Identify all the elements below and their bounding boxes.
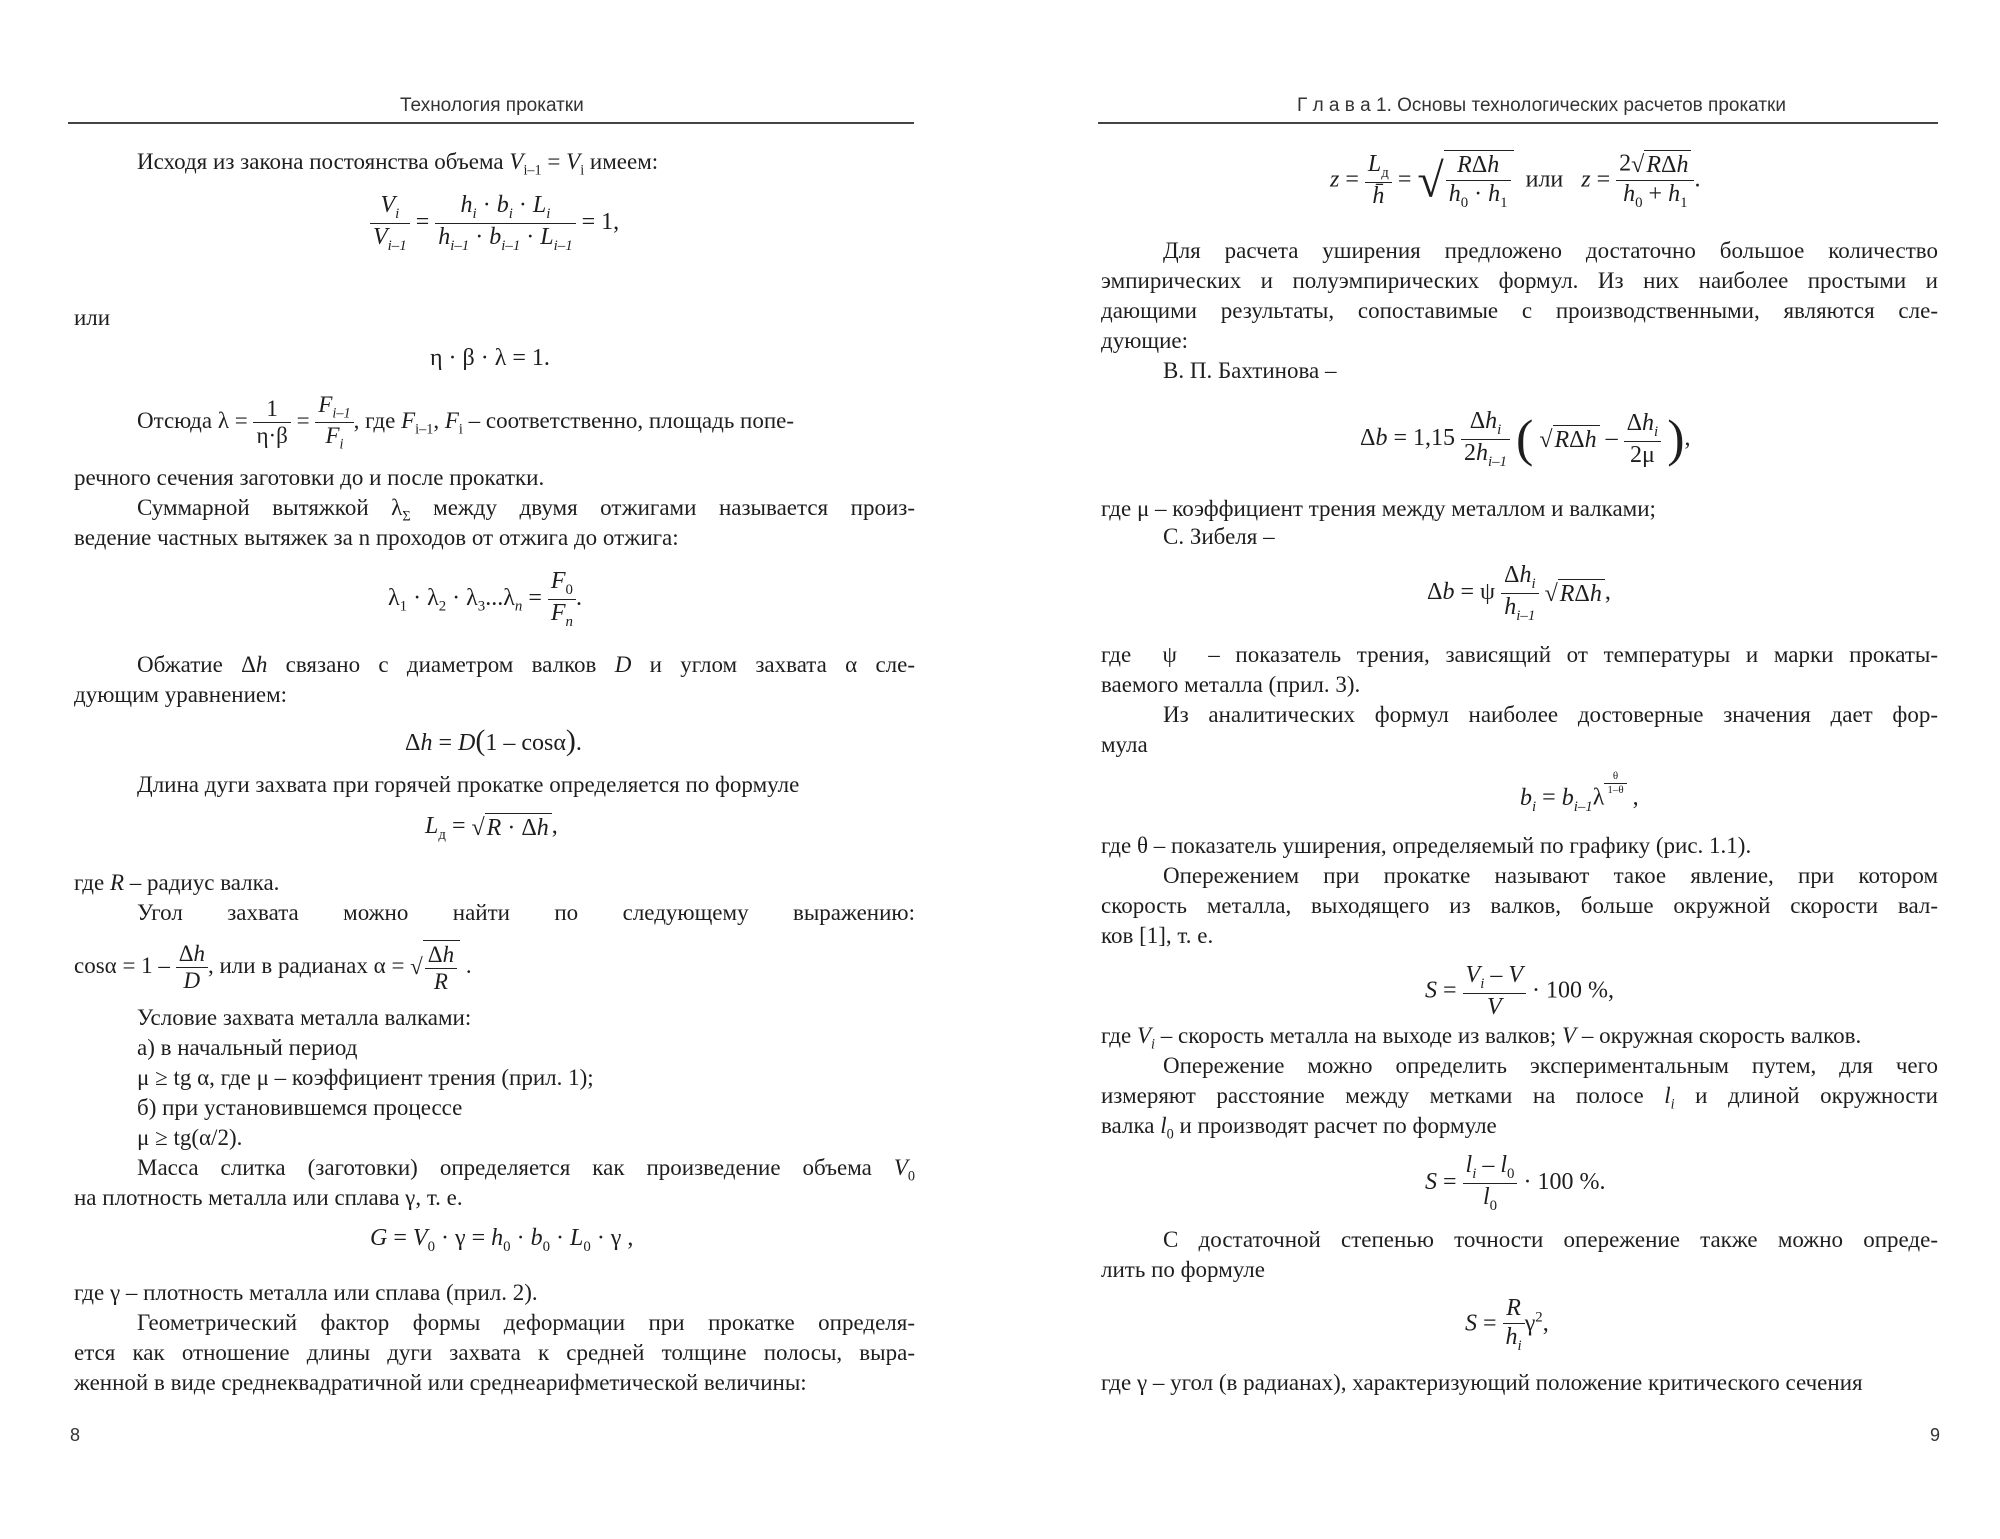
- text-line: С достаточной степенью точности опережение также можно опреде-: [1163, 1227, 1938, 1252]
- text-line: ведение частных вытяжек за n проходов от отжига до отжига:: [74, 525, 679, 550]
- formula-total-elongation: $\lambda_1 \cdot \lambda_2 \cdot \lambda_3...\lambda_n$ = $\frac{F_0}{F_n}$ .: [388, 568, 582, 630]
- formula-eta-beta-lambda: η · β · λ = 1.: [430, 345, 550, 371]
- page-number-right: 9: [1930, 1425, 1941, 1445]
- text-line: Геометрический фактор формы деформации при прокатке определя-: [137, 1310, 915, 1335]
- text-line: μ ≥ tg(α/2).: [137, 1125, 243, 1150]
- text-line: С. Зибеля –: [1163, 524, 1275, 549]
- formula-siebel: Δb = ψ $\frac{\Delta h_i}{h_{i-1}}$ √RΔh ,: [1427, 562, 1611, 624]
- formula-arc-length: $L_д = √R \cdot \Delta h$ ,: [425, 813, 558, 843]
- text-line: валка $l_0$ и производят расчет по формуле: [1101, 1113, 1497, 1143]
- text-line: б) при установившемся процессе: [137, 1095, 463, 1120]
- text-line: μ ≥ tg α, где μ – коэффициент трения (прил. 1);: [137, 1065, 594, 1090]
- text-line: где θ – показатель уширения, определяемый по графику (рис. 1.1).: [1101, 833, 1752, 858]
- text-line: мула: [1101, 732, 1148, 757]
- text-line: В. П. Бахтинова –: [1163, 358, 1337, 383]
- text-line: где μ – коэффициент трения между металлом и валками;: [1101, 496, 1656, 521]
- formula-mass: $G = V_0 \cdot \gamma = h_0 \cdot b_0 \cdot L_0 \cdot \gamma$ ,: [370, 1225, 634, 1255]
- text-line: Отсюда λ = $\frac{1}{\eta\cdot\beta}$ = $\frac{F_{i-1}}{F_i}$ , где $F_{i-1}$, $F_i$ – соответственно, площадь попе-: [137, 392, 795, 453]
- text-line: где γ – плотность металла или сплава (прил. 2).: [74, 1280, 538, 1305]
- text-line: Длина дуги захвата при горячей прокатке определяется по формуле: [137, 772, 800, 797]
- formula-bite-angle: cosα = 1 – $\frac{\Delta h}{D}$ , или в радианах α = √ $\frac{\Delta h}{R}$ .: [74, 941, 472, 995]
- running-header-left: Технология прокатки: [400, 95, 584, 116]
- text-line: где $V_i$ – скорость металла на выходе из валков; V – окружная скорость валков.: [1101, 1023, 1862, 1053]
- text-line: женной в виде среднеквадратичной или среднеарифметической величины:: [74, 1370, 807, 1395]
- text-line: ков [1], т. е.: [1101, 923, 1214, 948]
- text-line: речного сечения заготовки до и после прокатки.: [74, 465, 545, 490]
- text-line: где R – радиус валка.: [74, 870, 280, 895]
- text-line: Обжатие Δh связано с диаметром валков D и углом захвата α сле-: [137, 652, 916, 677]
- text-line: Опережением при прокатке называют такое явление, при котором: [1163, 863, 1938, 888]
- page-number-left: 8: [70, 1425, 81, 1445]
- formula-reduction: Δh = D(1 – cosα).: [405, 724, 582, 757]
- header-rule-right: [1098, 122, 1938, 124]
- text-line: Суммарной вытяжкой $\lambda_\Sigma$ между двумя отжигами называется произ-: [137, 495, 915, 525]
- text-line: дующие:: [1101, 328, 1189, 353]
- formula-shape-factor: z = $\frac{L_д}{h̄}$ = √ $\frac{\text{RΔh}}{h_0 \cdot h_1}$ или z = $\frac{\text{2√RΔh}}{h_0 + h_1}$ .: [1330, 150, 1701, 211]
- formula-bakhtinov: Δb = 1,15 $\frac{\Delta h_i}{2h_{i-1}}$ ( √RΔh – $\frac{\Delta h_i}{2\mu}$ ),: [1360, 408, 1691, 470]
- text-line: измеряют расстояние между метками на полосе $l_i$ и длиной окружности: [1101, 1083, 1938, 1113]
- text-line: эмпирических и полуэмпирических формул. Из них наиболее простыми и: [1101, 268, 1938, 293]
- text-line: ваемого металла (прил. 3).: [1101, 672, 1361, 697]
- text-line: лить по формуле: [1101, 1257, 1265, 1282]
- text-line: скорость металла, выходящего из валков, больше окружной скорости вал-: [1101, 893, 1938, 918]
- text-line: Исходя из закона постоянства объема $V_{i-1} = V_i$ имеем:: [137, 149, 659, 179]
- text-line: или: [74, 305, 111, 330]
- formula-spread: $b_i = b_{i-1}\lambda$ $^{\frac{\theta}{1-\theta}}$ ,: [1520, 770, 1639, 815]
- text-line: Опережение можно определить экспериментальным путем, для чего: [1163, 1053, 1938, 1078]
- text-line: ется как отношение длины дуги захвата к средней толщине полосы, выра-: [74, 1340, 915, 1365]
- text-line: где ψ – показатель трения, зависящий от температуры и марки прокаты-: [1101, 642, 1938, 667]
- header-rule-left: [68, 122, 914, 124]
- formula-forward-slip-angle: S = $\frac{R}{h_i}$ $\gamma^2$,: [1465, 1295, 1549, 1354]
- text-line: дающими результаты, сопоставимые с производственными, являются сле-: [1101, 298, 1938, 323]
- running-header-right: Г л а в а 1. Основы технологических расчетов прокатки: [1297, 95, 1786, 116]
- text-line: Угол захвата можно найти по следующему выражению:: [137, 900, 915, 925]
- right-page: [1000, 0, 2000, 1539]
- formula-volume-ratio: $\frac{V_i}{V_{i-1}}$ = $\frac{h_i \cdot b_i \cdot L_i}{h_{i-1} \cdot b_{i-1} \cdot L_{i-1}}$ = 1,: [370, 192, 619, 255]
- text-line: где γ – угол (в радианах), характеризующий положение критического сечения: [1101, 1370, 1863, 1395]
- text-line: Для расчета уширения предложено достаточно большое количество: [1163, 238, 1938, 263]
- text-line: Условие захвата металла валками:: [137, 1005, 472, 1030]
- text-line: Из аналитических формул наиболее достоверные значения дает фор-: [1163, 702, 1938, 727]
- text-line: дующим уравнением:: [74, 682, 288, 707]
- text-line: а) в начальный период: [137, 1035, 358, 1060]
- formula-forward-slip-marks: S = $\frac{l_i - l_0}{l_0}$ · 100 %.: [1425, 1152, 1606, 1214]
- text-line: на плотность металла или сплава γ, т. е.: [74, 1185, 463, 1210]
- text-line: Масса слитка (заготовки) определяется как произведение объема $V_0$: [137, 1155, 915, 1185]
- formula-forward-slip: S = $\frac{V_i - V}{V}$ · 100 %,: [1425, 962, 1615, 1020]
